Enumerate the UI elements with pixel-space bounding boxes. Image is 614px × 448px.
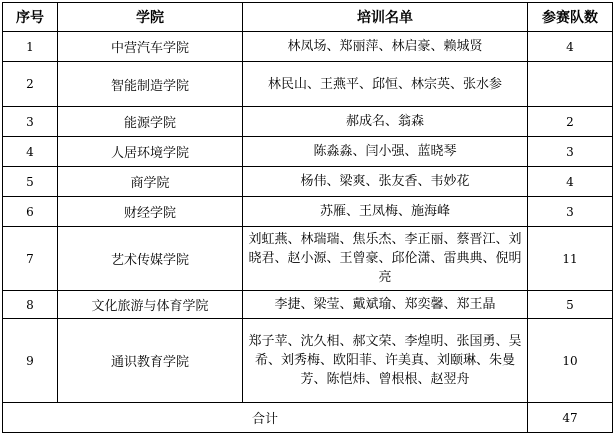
row-teams: 3 bbox=[528, 137, 613, 167]
row-college: 能源学院 bbox=[58, 107, 243, 137]
header-college: 学院 bbox=[58, 3, 243, 32]
table-row bbox=[3, 319, 613, 403]
header-row bbox=[3, 3, 613, 32]
row-college: 通识教育学院 bbox=[58, 319, 243, 403]
row-names: 郝成名、翁森 bbox=[243, 107, 528, 137]
table-row bbox=[3, 137, 613, 167]
row-names: 林凤场、郑丽萍、林启豪、赖城贤 bbox=[243, 32, 528, 62]
row-names: 苏雁、王凤梅、施海峰 bbox=[243, 197, 528, 227]
row-teams bbox=[528, 62, 613, 107]
row-names: 郑子苹、沈久相、郝文荣、李煌明、张国勇、吴希、刘秀梅、欧阳菲、许美真、刘颐琳、朱曼芳、陈恺炜、曾根根、赵翌舟 bbox=[243, 319, 528, 403]
row-teams: 3 bbox=[528, 197, 613, 227]
row-college: 财经学院 bbox=[58, 197, 243, 227]
row-college: 商学院 bbox=[58, 167, 243, 197]
table-row bbox=[3, 32, 613, 62]
training-roster-table bbox=[2, 2, 613, 433]
row-college: 人居环境学院 bbox=[58, 137, 243, 167]
total-label: 合计 bbox=[3, 403, 528, 433]
table-row bbox=[3, 197, 613, 227]
table-row bbox=[3, 107, 613, 137]
row-teams: 4 bbox=[528, 32, 613, 62]
table-row bbox=[3, 227, 613, 291]
header-names: 培训名单 bbox=[243, 3, 528, 32]
row-no: 1 bbox=[3, 32, 58, 62]
row-teams: 2 bbox=[528, 107, 613, 137]
row-names: 李捷、梁莹、戴斌瑜、郑奕馨、郑王晶 bbox=[243, 291, 528, 319]
row-teams: 4 bbox=[528, 167, 613, 197]
row-no: 3 bbox=[3, 107, 58, 137]
row-teams: 10 bbox=[528, 319, 613, 403]
row-teams: 11 bbox=[528, 227, 613, 291]
header-no: 序号 bbox=[3, 3, 58, 32]
row-names: 陈淼淼、闫小强、蓝晓琴 bbox=[243, 137, 528, 167]
total-row bbox=[3, 403, 613, 433]
row-teams: 5 bbox=[528, 291, 613, 319]
row-names: 刘虹燕、林瑞瑞、焦乐杰、李正丽、蔡晋江、刘晓君、赵小源、王曾豪、邱伦潇、雷典典、倪明亮 bbox=[243, 227, 528, 291]
row-no: 2 bbox=[3, 62, 58, 107]
table-row bbox=[3, 62, 613, 107]
header-teams: 参赛队数 bbox=[528, 3, 613, 32]
table-row bbox=[3, 291, 613, 319]
row-no: 7 bbox=[3, 227, 58, 291]
row-no: 9 bbox=[3, 319, 58, 403]
row-no: 5 bbox=[3, 167, 58, 197]
table-row bbox=[3, 167, 613, 197]
row-no: 4 bbox=[3, 137, 58, 167]
row-college: 中营汽车学院 bbox=[58, 32, 243, 62]
row-college: 文化旅游与体育学院 bbox=[58, 291, 243, 319]
row-no: 6 bbox=[3, 197, 58, 227]
row-names: 杨伟、梁爽、张友香、韦妙花 bbox=[243, 167, 528, 197]
row-names: 林民山、王燕平、邱恒、林宗英、张水参 bbox=[243, 62, 528, 107]
row-college: 智能制造学院 bbox=[58, 62, 243, 107]
row-no: 8 bbox=[3, 291, 58, 319]
total-teams: 47 bbox=[528, 403, 613, 433]
row-college: 艺术传媒学院 bbox=[58, 227, 243, 291]
